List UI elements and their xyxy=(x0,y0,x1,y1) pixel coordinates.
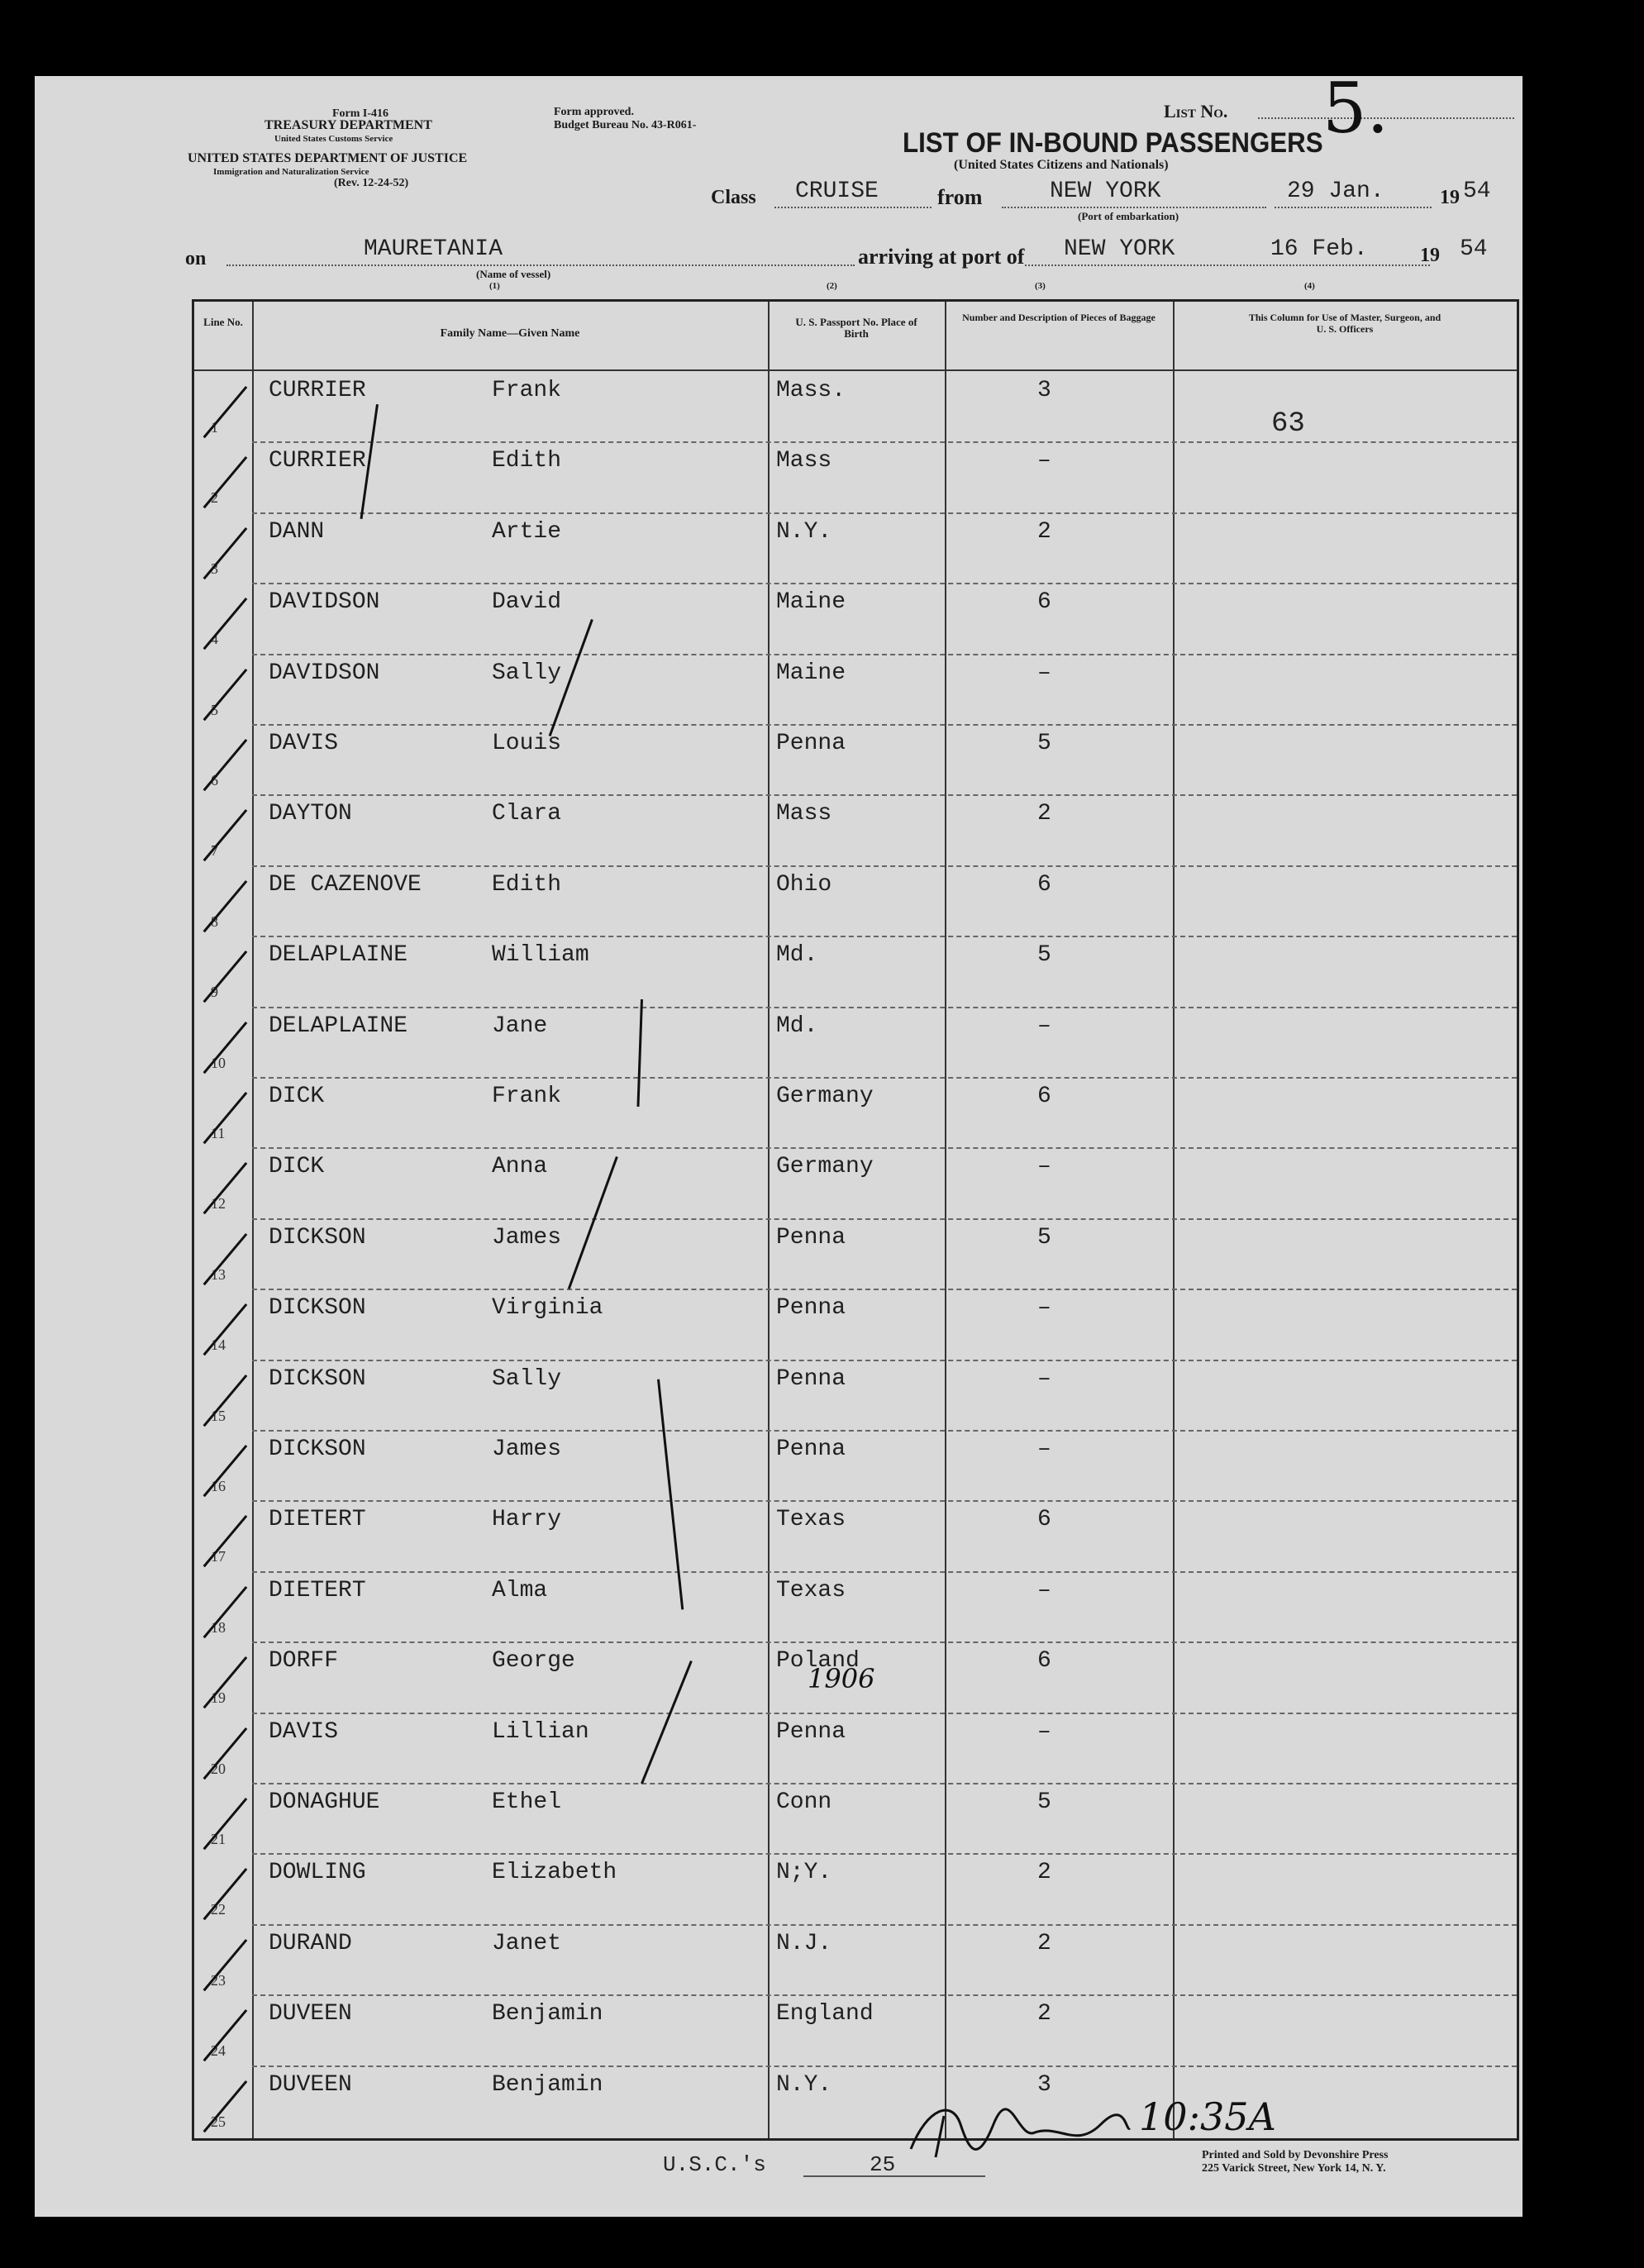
line-number: 14 xyxy=(211,1336,226,1354)
check-mark xyxy=(203,880,248,932)
officer-note: 63 xyxy=(1271,408,1305,440)
given-name: Edith xyxy=(492,871,562,898)
given-name: Harry xyxy=(492,1507,562,1533)
line-number: 24 xyxy=(211,2042,226,2060)
line-number: 5 xyxy=(211,701,218,718)
table-row xyxy=(194,1571,1517,1642)
given-name: Benjamin xyxy=(492,2071,603,2098)
col-header-name: Family Name—Given Name xyxy=(440,327,580,340)
manifest-page xyxy=(35,68,1522,2217)
col3-note: (3) xyxy=(1035,281,1046,291)
col2-note: (2) xyxy=(827,281,837,291)
given-name: William xyxy=(492,942,589,969)
ins-service: Immigration and Naturalization Service xyxy=(213,167,369,177)
baggage-count: 2 xyxy=(1037,518,1051,545)
customs-service: United States Customs Service xyxy=(274,134,393,144)
line-number: 16 xyxy=(211,1478,226,1494)
place-of-birth: Penna xyxy=(776,1718,846,1745)
line-number: 17 xyxy=(211,1548,226,1565)
arrival-port: NEW YORK xyxy=(1064,236,1175,262)
given-name: Sally xyxy=(492,1365,562,1392)
family-name: CURRIER xyxy=(269,448,366,474)
list-no-value: 5. xyxy=(1322,68,1389,149)
table-row xyxy=(194,441,1517,512)
place-of-birth: Germany xyxy=(776,1084,874,1109)
table-row xyxy=(194,724,1517,795)
form-title: LIST OF IN-BOUND PASSENGERS xyxy=(903,127,1323,159)
embark-port: NEW YORK xyxy=(1050,179,1161,204)
table-row xyxy=(194,1007,1517,1078)
arriving-label: arriving at port of xyxy=(858,245,1025,269)
form-subtitle: (United States Citizens and Nationals) xyxy=(954,158,1169,172)
baggage-count: 6 xyxy=(1037,1084,1051,1109)
depart-year: 54 xyxy=(1463,179,1491,204)
line-number: 20 xyxy=(211,1760,226,1777)
baggage-count: 2 xyxy=(1037,801,1051,827)
place-of-birth: Penna xyxy=(776,1295,846,1322)
depart-date-underline xyxy=(1275,207,1432,208)
col-header-passport: U. S. Passport No. Place of Birth xyxy=(795,316,917,340)
arrival-year: 54 xyxy=(1460,236,1488,262)
baggage-count: 6 xyxy=(1037,871,1051,898)
family-name: DAVIDSON xyxy=(269,660,380,686)
place-of-birth: Md. xyxy=(776,1012,818,1039)
table-row xyxy=(194,1360,1517,1431)
on-label: on xyxy=(185,248,207,269)
place-of-birth: Penna xyxy=(776,1224,846,1251)
place-of-birth: England xyxy=(776,2001,874,2027)
depart-year-prefix: 19 xyxy=(1440,187,1460,208)
family-name: DELAPLAINE xyxy=(269,1012,408,1039)
place-of-birth: Mass xyxy=(776,801,832,827)
given-name: Frank xyxy=(492,378,562,403)
table-row xyxy=(194,1430,1517,1501)
table-row xyxy=(194,1500,1517,1571)
family-name: DUVEEN xyxy=(269,2001,352,2027)
family-name: DE CAZENOVE xyxy=(269,871,422,898)
given-name: Clara xyxy=(492,801,562,827)
table-row xyxy=(194,512,1517,584)
line-number: 21 xyxy=(211,1831,226,1847)
family-name: DOWLING xyxy=(269,1860,366,1886)
table-row xyxy=(194,371,1517,442)
from-underline xyxy=(1002,207,1266,208)
given-name: David xyxy=(492,589,562,616)
family-name: DAVIS xyxy=(269,1718,339,1745)
table-row xyxy=(194,1994,1517,2066)
line-number: 22 xyxy=(211,1901,226,1918)
given-name: Lillian xyxy=(492,1718,589,1745)
table-row xyxy=(194,1289,1517,1360)
baggage-count: 2 xyxy=(1037,1930,1051,1956)
col-header-baggage: Number and Description of Pieces of Baggage xyxy=(962,312,1156,323)
class-value: CRUISE xyxy=(795,179,879,204)
place-of-birth: N.Y. xyxy=(776,518,832,545)
family-name: DICKSON xyxy=(269,1365,366,1392)
embark-note: (Port of embarkation) xyxy=(1078,210,1179,222)
line-number: 1 xyxy=(211,419,218,436)
baggage-count: – xyxy=(1037,1154,1051,1180)
uscs-label: U.S.C.'s xyxy=(663,2152,766,2177)
place-of-birth: Texas xyxy=(776,1507,846,1533)
check-mark xyxy=(203,527,248,579)
check-mark xyxy=(203,951,248,1003)
justice-dept: UNITED STATES DEPARTMENT OF JUSTICE xyxy=(188,151,468,165)
treasury-dept: TREASURY DEPARTMENT xyxy=(264,118,432,132)
given-name: Artie xyxy=(492,518,562,545)
line-number: 7 xyxy=(211,842,218,860)
table-row xyxy=(194,654,1517,725)
baggage-count: 3 xyxy=(1037,378,1051,403)
baggage-count: – xyxy=(1037,660,1051,686)
table-row xyxy=(194,1783,1517,1854)
given-name: Elizabeth xyxy=(492,1860,617,1886)
uscs-count: 25 xyxy=(870,2152,896,2177)
baggage-count: 3 xyxy=(1037,2071,1051,2098)
check-mark xyxy=(203,669,248,721)
line-number: 9 xyxy=(211,984,218,1001)
arrival-date: 16 Feb. xyxy=(1270,236,1368,262)
line-number: 23 xyxy=(211,1971,226,1989)
baggage-count: 2 xyxy=(1037,2001,1051,2027)
from-label: from xyxy=(937,185,983,209)
line-number: 8 xyxy=(211,912,218,930)
arrival-year-prefix: 19 xyxy=(1420,245,1440,266)
place-of-birth: Mass. xyxy=(776,378,846,403)
baggage-count: 5 xyxy=(1037,1789,1051,1815)
check-mark xyxy=(203,809,248,861)
passenger-table xyxy=(192,299,1519,2141)
line-number: 6 xyxy=(211,772,218,789)
given-name: Ethel xyxy=(492,1789,562,1815)
place-of-birth: Md. xyxy=(776,942,818,969)
table-row xyxy=(194,794,1517,865)
check-mark xyxy=(203,1092,248,1144)
baggage-count: 5 xyxy=(1037,731,1051,756)
place-of-birth: Ohio xyxy=(776,871,832,898)
baggage-count: 6 xyxy=(1037,1507,1051,1533)
family-name: DICKSON xyxy=(269,1437,366,1462)
family-name: DAVIDSON xyxy=(269,589,380,616)
place-of-birth: Penna xyxy=(776,731,846,756)
vessel-name: MAURETANIA xyxy=(364,236,503,262)
table-row xyxy=(194,1147,1517,1218)
baggage-count: 2 xyxy=(1037,1860,1051,1886)
family-name: DELAPLAINE xyxy=(269,942,408,969)
place-of-birth: Penna xyxy=(776,1365,846,1392)
check-mark xyxy=(203,598,248,650)
line-number: 25 xyxy=(211,2113,226,2130)
form-approved: Form approved. xyxy=(554,106,634,118)
officer-signature xyxy=(903,2091,1134,2176)
place-of-birth: N.J. xyxy=(776,1930,832,1956)
family-name: DICK xyxy=(269,1154,325,1180)
place-of-birth: N;Y. xyxy=(776,1860,832,1886)
given-name: George xyxy=(492,1648,575,1675)
table-row xyxy=(194,865,1517,936)
given-name: Benjamin xyxy=(492,2001,603,2027)
table-body xyxy=(194,371,1517,2138)
given-name: Jane xyxy=(492,1012,548,1039)
line-number: 18 xyxy=(211,1618,226,1636)
given-name: James xyxy=(492,1224,562,1251)
given-name: James xyxy=(492,1437,562,1462)
check-mark xyxy=(203,739,248,791)
family-name: DANN xyxy=(269,518,325,545)
family-name: DIETERT xyxy=(269,1577,366,1603)
table-row xyxy=(194,936,1517,1007)
form-number: Form I-416 xyxy=(332,107,389,120)
baggage-count: – xyxy=(1037,1718,1051,1745)
place-of-birth: Texas xyxy=(776,1577,846,1603)
family-name: DORFF xyxy=(269,1648,339,1675)
arrival-port-underline xyxy=(1025,264,1430,266)
budget-bureau: Budget Bureau No. 43-R061- xyxy=(554,119,697,131)
place-of-birth: Maine xyxy=(776,589,846,616)
baggage-count: 6 xyxy=(1037,1648,1051,1675)
line-number: 12 xyxy=(211,1195,226,1213)
given-name: Alma xyxy=(492,1577,548,1603)
year-note: 1906 xyxy=(808,1663,875,1694)
line-number: 2 xyxy=(211,489,218,507)
col4-note: (4) xyxy=(1304,281,1315,291)
table-row xyxy=(194,2066,1517,2137)
table-row xyxy=(194,1713,1517,1784)
line-number: 10 xyxy=(211,1054,226,1071)
printer-line-1: Printed and Sold by Devonshire Press xyxy=(1202,2149,1389,2161)
baggage-count: – xyxy=(1037,448,1051,474)
place-of-birth: Maine xyxy=(776,660,846,686)
printer-line-2: 225 Varick Street, New York 14, N. Y. xyxy=(1202,2162,1386,2175)
line-number: 4 xyxy=(211,631,218,648)
family-name: DURAND xyxy=(269,1930,352,1956)
place-of-birth: Penna xyxy=(776,1437,846,1462)
given-name: Anna xyxy=(492,1154,548,1180)
line-number: 13 xyxy=(211,1265,226,1283)
place-of-birth: Germany xyxy=(776,1154,874,1180)
revision-date: (Rev. 12-24-52) xyxy=(334,177,409,189)
baggage-count: 5 xyxy=(1037,1224,1051,1251)
given-name: Frank xyxy=(492,1084,562,1109)
col1-note: (1) xyxy=(489,281,500,291)
baggage-count: 6 xyxy=(1037,589,1051,616)
family-name: DICKSON xyxy=(269,1295,366,1322)
baggage-count: – xyxy=(1037,1577,1051,1603)
table-row xyxy=(194,583,1517,654)
family-name: DUVEEN xyxy=(269,2071,352,2098)
line-number: 3 xyxy=(211,560,218,577)
table-row xyxy=(194,1218,1517,1289)
given-name: Janet xyxy=(492,1930,562,1956)
family-name: DONAGHUE xyxy=(269,1789,380,1815)
given-name: Virginia xyxy=(492,1295,603,1322)
vessel-underline xyxy=(226,264,855,266)
table-row xyxy=(194,1924,1517,1995)
place-of-birth: Mass xyxy=(776,448,832,474)
class-label: Class xyxy=(711,187,756,208)
family-name: DICKSON xyxy=(269,1224,366,1251)
class-underline xyxy=(774,207,932,208)
check-mark xyxy=(203,386,248,438)
footer-count: 10:35A xyxy=(1139,2094,1276,2139)
family-name: DAVIS xyxy=(269,731,339,756)
line-number: 19 xyxy=(211,1689,226,1707)
line-number: 11 xyxy=(211,1125,226,1141)
col-header-officers: This Column for Use of Master, Surgeon, and U. S. Officers xyxy=(1248,312,1441,335)
family-name: DIETERT xyxy=(269,1507,366,1533)
given-name: Sally xyxy=(492,660,562,686)
given-name: Edith xyxy=(492,448,562,474)
place-of-birth: Conn xyxy=(776,1789,832,1815)
place-of-birth: Poland xyxy=(776,1648,860,1675)
baggage-count: – xyxy=(1037,1012,1051,1039)
table-row xyxy=(194,1853,1517,1924)
place-of-birth: N.Y. xyxy=(776,2071,832,2098)
baggage-count: – xyxy=(1037,1295,1051,1322)
line-number: 15 xyxy=(211,1407,226,1424)
vessel-note: (Name of vessel) xyxy=(476,268,551,280)
col-header-line-no: Line No. xyxy=(203,316,243,328)
check-mark xyxy=(203,456,248,508)
given-name: Louis xyxy=(492,731,562,756)
baggage-count: – xyxy=(1037,1437,1051,1462)
family-name: DICK xyxy=(269,1084,325,1109)
family-name: CURRIER xyxy=(269,378,366,403)
baggage-count: – xyxy=(1037,1365,1051,1392)
list-no-label: List No. xyxy=(1164,101,1228,122)
family-name: DAYTON xyxy=(269,801,352,827)
signature-scrawl xyxy=(903,2091,1134,2166)
departure-date: 29 Jan. xyxy=(1287,179,1384,204)
baggage-count: 5 xyxy=(1037,942,1051,969)
table-row xyxy=(194,1077,1517,1148)
